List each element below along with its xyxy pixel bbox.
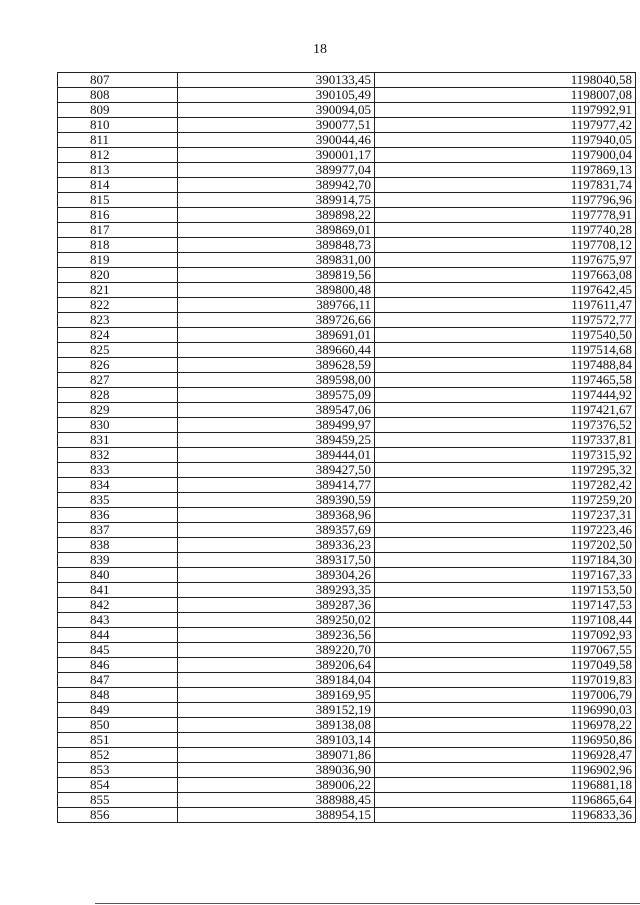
table-row: [58, 373, 636, 388]
table-row: [58, 73, 636, 88]
x-coordinate-cell: 389357,69: [178, 523, 375, 538]
table-row: [58, 613, 636, 628]
y-coordinate-cell: 1196978,22: [375, 718, 636, 733]
y-coordinate-cell: 1196950,86: [375, 733, 636, 748]
table-row: [58, 148, 636, 163]
point-number-cell: 811: [58, 133, 178, 148]
point-number-cell: 821: [58, 283, 178, 298]
table-row: [58, 448, 636, 463]
point-number-cell: 822: [58, 298, 178, 313]
table-row: [58, 793, 636, 808]
page-number: 18: [313, 42, 327, 57]
point-number-cell: 855: [58, 793, 178, 808]
y-coordinate-cell: 1197376,52: [375, 418, 636, 433]
x-coordinate-cell: 389427,50: [178, 463, 375, 478]
table-row: [58, 178, 636, 193]
y-coordinate-cell: 1197153,50: [375, 583, 636, 598]
table-row: [58, 328, 636, 343]
x-coordinate-cell: 390077,51: [178, 118, 375, 133]
table-row: [58, 538, 636, 553]
point-number-cell: 838: [58, 538, 178, 553]
y-coordinate-cell: 1197642,45: [375, 283, 636, 298]
y-coordinate-cell: 1197444,92: [375, 388, 636, 403]
table-row: [58, 118, 636, 133]
table-row: [58, 313, 636, 328]
y-coordinate-cell: 1196833,36: [375, 808, 636, 823]
y-coordinate-cell: 1197778,91: [375, 208, 636, 223]
y-coordinate-cell: 1196928,47: [375, 748, 636, 763]
x-coordinate-cell: 390133,45: [178, 73, 375, 88]
point-number-cell: 814: [58, 178, 178, 193]
x-coordinate-cell: 389287,36: [178, 598, 375, 613]
point-number-cell: 837: [58, 523, 178, 538]
x-coordinate-cell: 389336,23: [178, 538, 375, 553]
y-coordinate-cell: 1197282,42: [375, 478, 636, 493]
table-row: [58, 163, 636, 178]
point-number-cell: 827: [58, 373, 178, 388]
table-row: [58, 628, 636, 643]
coordinates-table-body: [58, 73, 636, 823]
point-number-cell: 856: [58, 808, 178, 823]
table-row: [58, 703, 636, 718]
table-row: [58, 253, 636, 268]
point-number-cell: 841: [58, 583, 178, 598]
x-coordinate-cell: 389220,70: [178, 643, 375, 658]
y-coordinate-cell: 1197514,68: [375, 343, 636, 358]
x-coordinate-cell: 389942,70: [178, 178, 375, 193]
x-coordinate-cell: 389169,95: [178, 688, 375, 703]
point-number-cell: 833: [58, 463, 178, 478]
y-coordinate-cell: 1197611,47: [375, 298, 636, 313]
x-coordinate-cell: 388954,15: [178, 808, 375, 823]
x-coordinate-cell: 388988,45: [178, 793, 375, 808]
table-row: [58, 778, 636, 793]
x-coordinate-cell: 389914,75: [178, 193, 375, 208]
page-edge-line: [95, 903, 640, 904]
y-coordinate-cell: 1197663,08: [375, 268, 636, 283]
x-coordinate-cell: 389598,00: [178, 373, 375, 388]
table-row: [58, 208, 636, 223]
table-row: [58, 478, 636, 493]
point-number-cell: 823: [58, 313, 178, 328]
x-coordinate-cell: 389250,02: [178, 613, 375, 628]
x-coordinate-cell: 389293,35: [178, 583, 375, 598]
x-coordinate-cell: 389869,01: [178, 223, 375, 238]
point-number-cell: 808: [58, 88, 178, 103]
y-coordinate-cell: 1197184,30: [375, 553, 636, 568]
table-row: [58, 718, 636, 733]
point-number-cell: 816: [58, 208, 178, 223]
table-row: [58, 403, 636, 418]
table-row: [58, 508, 636, 523]
x-coordinate-cell: 389036,90: [178, 763, 375, 778]
table-row: [58, 358, 636, 373]
point-number-cell: 807: [58, 73, 178, 88]
x-coordinate-cell: 389152,19: [178, 703, 375, 718]
x-coordinate-cell: 389304,26: [178, 568, 375, 583]
point-number-cell: 830: [58, 418, 178, 433]
y-coordinate-cell: 1197488,84: [375, 358, 636, 373]
point-number-cell: 847: [58, 673, 178, 688]
x-coordinate-cell: 389368,96: [178, 508, 375, 523]
x-coordinate-cell: 389831,00: [178, 253, 375, 268]
table-row: [58, 418, 636, 433]
x-coordinate-cell: 389547,06: [178, 403, 375, 418]
point-number-cell: 842: [58, 598, 178, 613]
table-row: [58, 133, 636, 148]
table-row: [58, 343, 636, 358]
x-coordinate-cell: 389800,48: [178, 283, 375, 298]
table-row: [58, 658, 636, 673]
table-row: [58, 583, 636, 598]
y-coordinate-cell: 1197900,04: [375, 148, 636, 163]
y-coordinate-cell: 1197572,77: [375, 313, 636, 328]
y-coordinate-cell: 1198040,58: [375, 73, 636, 88]
point-number-cell: 815: [58, 193, 178, 208]
table-row: [58, 223, 636, 238]
y-coordinate-cell: 1197049,58: [375, 658, 636, 673]
y-coordinate-cell: 1197315,92: [375, 448, 636, 463]
x-coordinate-cell: 389726,66: [178, 313, 375, 328]
y-coordinate-cell: 1197465,58: [375, 373, 636, 388]
x-coordinate-cell: 389977,04: [178, 163, 375, 178]
table-row: [58, 193, 636, 208]
table-row: [58, 268, 636, 283]
point-number-cell: 845: [58, 643, 178, 658]
table-row: [58, 283, 636, 298]
y-coordinate-cell: 1196881,18: [375, 778, 636, 793]
point-number-cell: 829: [58, 403, 178, 418]
x-coordinate-cell: 390044,46: [178, 133, 375, 148]
table-row: [58, 733, 636, 748]
x-coordinate-cell: 389206,64: [178, 658, 375, 673]
y-coordinate-cell: 1197108,44: [375, 613, 636, 628]
point-number-cell: 839: [58, 553, 178, 568]
point-number-cell: 835: [58, 493, 178, 508]
y-coordinate-cell: 1197295,32: [375, 463, 636, 478]
y-coordinate-cell: 1198007,08: [375, 88, 636, 103]
table-row: [58, 88, 636, 103]
x-coordinate-cell: 389390,59: [178, 493, 375, 508]
point-number-cell: 826: [58, 358, 178, 373]
x-coordinate-cell: 389444,01: [178, 448, 375, 463]
x-coordinate-cell: 389184,04: [178, 673, 375, 688]
x-coordinate-cell: 389848,73: [178, 238, 375, 253]
point-number-cell: 854: [58, 778, 178, 793]
x-coordinate-cell: 389071,86: [178, 748, 375, 763]
table-row: [58, 298, 636, 313]
point-number-cell: 828: [58, 388, 178, 403]
x-coordinate-cell: 389499,97: [178, 418, 375, 433]
table-row: [58, 463, 636, 478]
x-coordinate-cell: 389819,56: [178, 268, 375, 283]
point-number-cell: 846: [58, 658, 178, 673]
point-number-cell: 809: [58, 103, 178, 118]
y-coordinate-cell: 1197540,50: [375, 328, 636, 343]
table-row: [58, 568, 636, 583]
point-number-cell: 810: [58, 118, 178, 133]
point-number-cell: 844: [58, 628, 178, 643]
x-coordinate-cell: 389103,14: [178, 733, 375, 748]
point-number-cell: 820: [58, 268, 178, 283]
table-row: [58, 673, 636, 688]
y-coordinate-cell: 1196990,03: [375, 703, 636, 718]
y-coordinate-cell: 1197337,81: [375, 433, 636, 448]
y-coordinate-cell: 1197259,20: [375, 493, 636, 508]
table-row: [58, 598, 636, 613]
y-coordinate-cell: 1197223,46: [375, 523, 636, 538]
y-coordinate-cell: 1197237,31: [375, 508, 636, 523]
table-row: [58, 493, 636, 508]
point-number-cell: 813: [58, 163, 178, 178]
coordinates-table: [57, 72, 636, 823]
y-coordinate-cell: 1196902,96: [375, 763, 636, 778]
point-number-cell: 843: [58, 613, 178, 628]
y-coordinate-cell: 1197067,55: [375, 643, 636, 658]
y-coordinate-cell: 1197708,12: [375, 238, 636, 253]
x-coordinate-cell: 389575,09: [178, 388, 375, 403]
point-number-cell: 848: [58, 688, 178, 703]
point-number-cell: 824: [58, 328, 178, 343]
y-coordinate-cell: 1197421,67: [375, 403, 636, 418]
y-coordinate-cell: 1197940,05: [375, 133, 636, 148]
table-row: [58, 688, 636, 703]
x-coordinate-cell: 390094,05: [178, 103, 375, 118]
y-coordinate-cell: 1197977,42: [375, 118, 636, 133]
table-row: [58, 643, 636, 658]
point-number-cell: 852: [58, 748, 178, 763]
point-number-cell: 850: [58, 718, 178, 733]
point-number-cell: 818: [58, 238, 178, 253]
y-coordinate-cell: 1196865,64: [375, 793, 636, 808]
point-number-cell: 832: [58, 448, 178, 463]
x-coordinate-cell: 389006,22: [178, 778, 375, 793]
x-coordinate-cell: 389766,11: [178, 298, 375, 313]
y-coordinate-cell: 1197092,93: [375, 628, 636, 643]
x-coordinate-cell: 389898,22: [178, 208, 375, 223]
table-row: [58, 808, 636, 823]
x-coordinate-cell: 389138,08: [178, 718, 375, 733]
x-coordinate-cell: 389691,01: [178, 328, 375, 343]
y-coordinate-cell: 1197796,96: [375, 193, 636, 208]
y-coordinate-cell: 1197019,83: [375, 673, 636, 688]
y-coordinate-cell: 1197006,79: [375, 688, 636, 703]
y-coordinate-cell: 1197869,13: [375, 163, 636, 178]
point-number-cell: 819: [58, 253, 178, 268]
y-coordinate-cell: 1197675,97: [375, 253, 636, 268]
x-coordinate-cell: 389628,59: [178, 358, 375, 373]
table-row: [58, 763, 636, 778]
point-number-cell: 853: [58, 763, 178, 778]
point-number-cell: 851: [58, 733, 178, 748]
table-row: [58, 388, 636, 403]
table-row: [58, 748, 636, 763]
point-number-cell: 831: [58, 433, 178, 448]
table-row: [58, 553, 636, 568]
x-coordinate-cell: 389236,56: [178, 628, 375, 643]
point-number-cell: 836: [58, 508, 178, 523]
y-coordinate-cell: 1197147,53: [375, 598, 636, 613]
point-number-cell: 817: [58, 223, 178, 238]
x-coordinate-cell: 389317,50: [178, 553, 375, 568]
y-coordinate-cell: 1197167,33: [375, 568, 636, 583]
table-row: [58, 103, 636, 118]
x-coordinate-cell: 390001,17: [178, 148, 375, 163]
point-number-cell: 834: [58, 478, 178, 493]
x-coordinate-cell: 390105,49: [178, 88, 375, 103]
y-coordinate-cell: 1197831,74: [375, 178, 636, 193]
x-coordinate-cell: 389414,77: [178, 478, 375, 493]
point-number-cell: 849: [58, 703, 178, 718]
point-number-cell: 812: [58, 148, 178, 163]
table-row: [58, 433, 636, 448]
y-coordinate-cell: 1197202,50: [375, 538, 636, 553]
table-row: [58, 238, 636, 253]
x-coordinate-cell: 389660,44: [178, 343, 375, 358]
point-number-cell: 825: [58, 343, 178, 358]
table-row: [58, 523, 636, 538]
y-coordinate-cell: 1197992,91: [375, 103, 636, 118]
y-coordinate-cell: 1197740,28: [375, 223, 636, 238]
x-coordinate-cell: 389459,25: [178, 433, 375, 448]
point-number-cell: 840: [58, 568, 178, 583]
